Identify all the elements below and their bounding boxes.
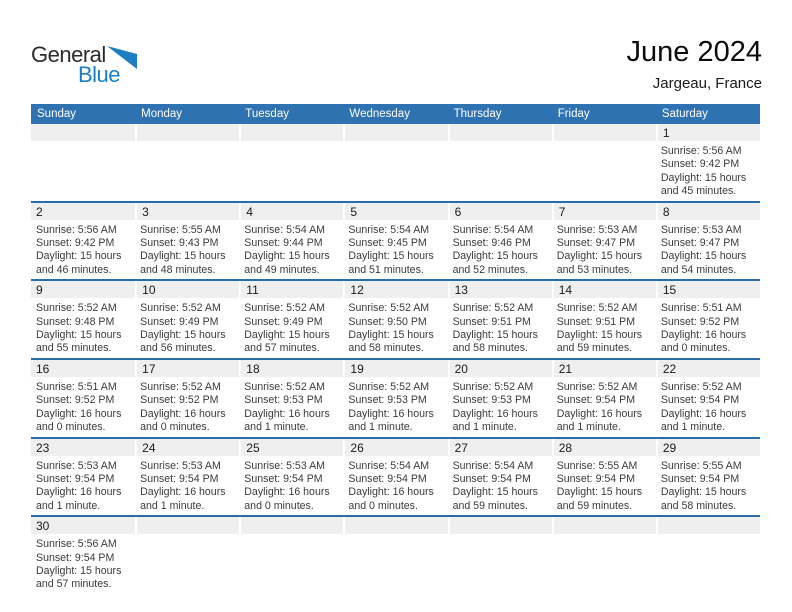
day-number: 3: [135, 203, 239, 220]
day-detail-line: Sunrise: 5:52 AM: [140, 380, 221, 393]
day-cell-empty: [552, 517, 656, 594]
day-number: 12: [343, 281, 447, 298]
day-details: [656, 377, 760, 437]
day-number: 8: [656, 203, 760, 220]
day-cell-empty: [448, 124, 552, 201]
day-number: 9: [31, 281, 135, 298]
week-row: [31, 124, 760, 203]
day-detail-line: and 1 minute.: [348, 421, 413, 434]
day-number: [656, 517, 760, 534]
day-detail-line: Sunset: 9:52 PM: [36, 394, 115, 407]
day-detail-line: Sunset: 9:54 PM: [140, 472, 219, 485]
day-number: [448, 517, 552, 534]
day-detail-line: and 0 minutes.: [348, 499, 418, 512]
month-title: June 2024: [626, 36, 762, 68]
day-number: 16: [31, 360, 135, 377]
day-detail-line: Daylight: 15 hours: [36, 329, 122, 342]
weekday-header-tuesday: Tuesday: [245, 108, 289, 120]
day-detail-line: Sunset: 9:43 PM: [140, 237, 219, 250]
day-details: [135, 456, 239, 516]
day-number: 11: [239, 281, 343, 298]
day-detail-line: Daylight: 16 hours: [348, 407, 434, 420]
day-cell-27: [448, 439, 552, 516]
day-details: [31, 298, 135, 358]
day-detail-line: Daylight: 16 hours: [140, 407, 226, 420]
day-detail-line: Sunset: 9:50 PM: [348, 315, 427, 328]
day-detail-line: Sunset: 9:45 PM: [348, 237, 427, 250]
calendar-weeks: [31, 124, 760, 594]
day-details: [552, 298, 656, 358]
day-detail-line: Sunrise: 5:55 AM: [140, 223, 221, 236]
day-detail-line: and 48 minutes.: [140, 263, 216, 276]
day-detail-line: Daylight: 15 hours: [348, 250, 434, 263]
day-detail-line: Daylight: 15 hours: [36, 250, 122, 263]
day-detail-line: Sunset: 9:54 PM: [244, 472, 323, 485]
day-detail-line: Sunrise: 5:53 AM: [244, 459, 325, 472]
day-detail-line: Sunrise: 5:52 AM: [452, 380, 534, 393]
day-cell-1: [656, 124, 760, 201]
day-detail-line: and 51 minutes.: [348, 263, 424, 276]
day-detail-line: and 1 minute.: [556, 421, 621, 434]
day-cell-2: [31, 203, 135, 280]
day-cell-empty: [552, 124, 656, 201]
day-detail-line: Sunset: 9:46 PM: [452, 237, 531, 250]
day-number: [239, 124, 343, 141]
day-detail-line: and 54 minutes.: [660, 263, 737, 276]
logo-text-general: General: [31, 42, 106, 67]
day-details: [656, 141, 760, 201]
day-detail-line: Sunset: 9:54 PM: [36, 551, 115, 564]
day-cell-empty: [448, 517, 552, 594]
day-details: [343, 298, 447, 358]
day-detail-line: Daylight: 15 hours: [660, 171, 747, 184]
day-number: 28: [552, 439, 656, 456]
day-detail-line: and 53 minutes.: [556, 263, 633, 276]
day-detail-line: and 59 minutes.: [452, 499, 528, 512]
week-row: [31, 281, 760, 360]
day-details: [656, 220, 760, 280]
day-details: [31, 534, 135, 594]
day-cell-29: [656, 439, 760, 516]
day-detail-line: Sunset: 9:54 PM: [36, 472, 115, 485]
day-detail-line: Sunrise: 5:51 AM: [660, 302, 742, 315]
day-detail-line: and 59 minutes.: [556, 499, 633, 512]
day-detail-line: Sunset: 9:54 PM: [660, 472, 740, 485]
day-number: [343, 124, 447, 141]
day-detail-line: Sunset: 9:53 PM: [244, 394, 323, 407]
day-cell-12: [343, 281, 447, 358]
day-cell-25: [239, 439, 343, 516]
day-number: [552, 517, 656, 534]
day-detail-line: Daylight: 16 hours: [660, 329, 747, 342]
weekday-header-row: [31, 104, 760, 124]
day-cell-10: [135, 281, 239, 358]
day-number: [239, 517, 343, 534]
weekday-header-sunday: Sunday: [37, 108, 77, 120]
day-detail-line: Daylight: 15 hours: [244, 329, 330, 342]
day-cell-21: [552, 360, 656, 437]
day-number: 5: [343, 203, 447, 220]
day-details: [135, 298, 239, 358]
day-detail-line: and 59 minutes.: [556, 342, 633, 355]
day-number: 10: [135, 281, 239, 298]
day-detail-line: Sunset: 9:53 PM: [348, 394, 427, 407]
calendar-table: [31, 104, 760, 594]
day-detail-line: Sunrise: 5:53 AM: [140, 459, 221, 472]
day-detail-line: Sunrise: 5:52 AM: [348, 302, 430, 315]
day-detail-line: and 57 minutes.: [244, 342, 320, 355]
day-number: 15: [656, 281, 760, 298]
day-detail-line: Sunrise: 5:52 AM: [556, 380, 638, 393]
day-detail-line: Sunset: 9:49 PM: [244, 315, 323, 328]
day-cell-empty: [656, 517, 760, 594]
weekday-header-friday: Friday: [557, 108, 590, 120]
day-detail-line: Sunrise: 5:56 AM: [660, 145, 742, 157]
day-detail-line: and 0 minutes.: [140, 421, 210, 434]
day-detail-line: and 45 minutes.: [660, 185, 737, 198]
day-number: [135, 517, 239, 534]
day-detail-line: Sunset: 9:54 PM: [556, 472, 636, 485]
day-number: 2: [31, 203, 135, 220]
day-detail-line: Daylight: 15 hours: [556, 486, 643, 499]
day-details: [448, 298, 552, 358]
day-detail-line: Daylight: 15 hours: [140, 329, 226, 342]
day-number: 1: [656, 124, 760, 141]
day-detail-line: Daylight: 16 hours: [36, 486, 122, 499]
day-detail-line: Daylight: 16 hours: [244, 486, 330, 499]
day-cell-19: [343, 360, 447, 437]
day-cell-empty: [135, 124, 239, 201]
day-details: [239, 377, 343, 437]
day-detail-line: and 0 minutes.: [660, 342, 731, 355]
day-cell-26: [343, 439, 447, 516]
day-number: 6: [448, 203, 552, 220]
day-detail-line: Daylight: 15 hours: [452, 486, 538, 499]
day-detail-line: and 1 minute.: [36, 499, 101, 512]
day-detail-line: Sunrise: 5:52 AM: [140, 302, 221, 315]
day-detail-line: Sunrise: 5:53 AM: [36, 459, 117, 472]
week-row: [31, 360, 760, 439]
day-number: [448, 124, 552, 141]
day-detail-line: and 0 minutes.: [244, 499, 314, 512]
day-detail-line: and 52 minutes.: [452, 263, 528, 276]
day-cell-14: [552, 281, 656, 358]
day-number: 22: [656, 360, 760, 377]
day-details: [31, 377, 135, 437]
day-detail-line: Daylight: 15 hours: [244, 250, 330, 263]
day-detail-line: Sunset: 9:53 PM: [452, 394, 531, 407]
day-cell-17: [135, 360, 239, 437]
day-cell-5: [343, 203, 447, 280]
day-detail-line: and 58 minutes.: [660, 499, 737, 512]
day-detail-line: Sunset: 9:44 PM: [244, 237, 323, 250]
day-detail-line: Sunrise: 5:51 AM: [36, 380, 117, 393]
day-cell-30: [31, 517, 135, 594]
day-detail-line: and 58 minutes.: [348, 342, 424, 355]
day-detail-line: Sunrise: 5:52 AM: [348, 380, 430, 393]
day-detail-line: Sunrise: 5:56 AM: [36, 538, 117, 551]
day-number: [31, 124, 135, 141]
day-details: [343, 220, 447, 280]
day-number: 4: [239, 203, 343, 220]
day-cell-18: [239, 360, 343, 437]
day-details: [656, 456, 760, 516]
week-row: [31, 439, 760, 518]
day-number: 21: [552, 360, 656, 377]
day-detail-line: Sunset: 9:51 PM: [556, 315, 636, 328]
weekday-header-saturday: Saturday: [661, 108, 708, 120]
day-cell-28: [552, 439, 656, 516]
weekday-header-wednesday: Wednesday: [349, 108, 410, 120]
day-detail-line: Sunrise: 5:52 AM: [452, 302, 534, 315]
day-details: [343, 456, 447, 516]
day-detail-line: Sunrise: 5:55 AM: [660, 459, 742, 472]
day-cell-4: [239, 203, 343, 280]
day-detail-line: Sunrise: 5:52 AM: [244, 302, 325, 315]
day-detail-line: Daylight: 15 hours: [660, 250, 747, 263]
day-number: 29: [656, 439, 760, 456]
day-detail-line: Daylight: 16 hours: [348, 486, 434, 499]
day-detail-line: Sunrise: 5:54 AM: [452, 223, 534, 236]
day-cell-11: [239, 281, 343, 358]
day-detail-line: Sunset: 9:42 PM: [660, 158, 740, 171]
day-detail-line: Daylight: 16 hours: [452, 407, 538, 420]
day-detail-line: Sunrise: 5:52 AM: [244, 380, 325, 393]
day-number: 7: [552, 203, 656, 220]
day-detail-line: Sunrise: 5:52 AM: [556, 302, 638, 315]
day-number: 27: [448, 439, 552, 456]
day-number: 14: [552, 281, 656, 298]
day-detail-line: Daylight: 16 hours: [244, 407, 330, 420]
day-cell-23: [31, 439, 135, 516]
day-detail-line: Sunset: 9:54 PM: [556, 394, 636, 407]
day-detail-line: Daylight: 16 hours: [556, 407, 643, 420]
day-number: 18: [239, 360, 343, 377]
day-number: 19: [343, 360, 447, 377]
day-detail-line: Daylight: 15 hours: [348, 329, 434, 342]
day-detail-line: Daylight: 16 hours: [660, 407, 747, 420]
weekday-header-monday: Monday: [141, 108, 183, 120]
day-detail-line: and 1 minute.: [140, 499, 205, 512]
day-cell-20: [448, 360, 552, 437]
day-cell-empty: [343, 124, 447, 201]
day-detail-line: Sunset: 9:51 PM: [452, 315, 531, 328]
day-detail-line: Daylight: 15 hours: [452, 250, 538, 263]
day-detail-line: Sunrise: 5:54 AM: [244, 223, 325, 236]
day-number: 25: [239, 439, 343, 456]
day-detail-line: Daylight: 15 hours: [556, 250, 643, 263]
day-detail-line: and 55 minutes.: [36, 342, 112, 355]
day-detail-line: Sunset: 9:42 PM: [36, 237, 115, 250]
day-detail-line: Sunset: 9:47 PM: [660, 237, 740, 250]
day-detail-line: Sunset: 9:47 PM: [556, 237, 636, 250]
day-details: [239, 456, 343, 516]
day-cell-6: [448, 203, 552, 280]
day-details: [552, 456, 656, 516]
day-detail-line: Sunrise: 5:54 AM: [348, 459, 430, 472]
day-number: 24: [135, 439, 239, 456]
day-detail-line: Sunrise: 5:53 AM: [660, 223, 742, 236]
day-number: 23: [31, 439, 135, 456]
day-number: 17: [135, 360, 239, 377]
day-detail-line: and 58 minutes.: [452, 342, 528, 355]
day-details: [656, 298, 760, 358]
day-cell-empty: [31, 124, 135, 201]
day-detail-line: Sunset: 9:54 PM: [348, 472, 427, 485]
day-detail-line: Sunrise: 5:54 AM: [452, 459, 534, 472]
title-block: [627, 36, 762, 92]
day-details: [448, 220, 552, 280]
general-blue-logo: [31, 44, 137, 86]
day-cell-24: [135, 439, 239, 516]
day-detail-line: Sunset: 9:48 PM: [36, 315, 115, 328]
day-cell-16: [31, 360, 135, 437]
day-cell-3: [135, 203, 239, 280]
day-details: [552, 377, 656, 437]
day-detail-line: Daylight: 15 hours: [452, 329, 538, 342]
day-details: [239, 220, 343, 280]
day-detail-line: Daylight: 15 hours: [140, 250, 226, 263]
day-detail-line: Sunrise: 5:54 AM: [348, 223, 430, 236]
day-cell-7: [552, 203, 656, 280]
day-detail-line: Sunset: 9:54 PM: [452, 472, 531, 485]
day-detail-line: Sunset: 9:54 PM: [660, 394, 740, 407]
day-detail-line: Sunrise: 5:55 AM: [556, 459, 638, 472]
day-details: [343, 377, 447, 437]
week-row: [31, 517, 760, 594]
day-number: [343, 517, 447, 534]
day-details: [31, 220, 135, 280]
day-detail-line: Sunrise: 5:56 AM: [36, 223, 117, 236]
day-number: 26: [343, 439, 447, 456]
page-header: [31, 36, 762, 100]
day-detail-line: and 56 minutes.: [140, 342, 216, 355]
day-detail-line: Daylight: 15 hours: [660, 486, 747, 499]
day-detail-line: Daylight: 15 hours: [36, 564, 122, 577]
day-details: [31, 456, 135, 516]
week-row: [31, 203, 760, 282]
day-detail-line: Sunset: 9:52 PM: [140, 394, 219, 407]
day-details: [239, 298, 343, 358]
day-detail-line: and 1 minute.: [452, 421, 517, 434]
day-number: 20: [448, 360, 552, 377]
day-details: [448, 456, 552, 516]
location-subtitle: Jargeau, France: [652, 75, 762, 92]
day-cell-9: [31, 281, 135, 358]
day-number: [552, 124, 656, 141]
day-detail-line: and 0 minutes.: [36, 421, 106, 434]
day-detail-line: and 57 minutes.: [36, 578, 112, 591]
day-cell-15: [656, 281, 760, 358]
weekday-header-thursday: Thursday: [453, 108, 502, 120]
day-cell-empty: [343, 517, 447, 594]
day-number: [135, 124, 239, 141]
day-detail-line: and 1 minute.: [244, 421, 309, 434]
day-details: [135, 220, 239, 280]
day-details: [552, 220, 656, 280]
day-cell-8: [656, 203, 760, 280]
day-cell-22: [656, 360, 760, 437]
day-detail-line: and 49 minutes.: [244, 263, 320, 276]
day-detail-line: Sunrise: 5:52 AM: [660, 380, 742, 393]
day-number: 30: [31, 517, 135, 534]
day-detail-line: Sunset: 9:52 PM: [660, 315, 740, 328]
day-cell-empty: [239, 517, 343, 594]
day-detail-line: and 1 minute.: [660, 421, 726, 434]
day-cell-empty: [239, 124, 343, 201]
day-details: [135, 377, 239, 437]
day-detail-line: Daylight: 16 hours: [36, 407, 122, 420]
day-cell-empty: [135, 517, 239, 594]
day-detail-line: Sunset: 9:49 PM: [140, 315, 219, 328]
day-detail-line: Sunrise: 5:52 AM: [36, 302, 117, 315]
day-detail-line: and 46 minutes.: [36, 263, 112, 276]
day-cell-13: [448, 281, 552, 358]
day-details: [448, 377, 552, 437]
day-detail-line: Sunrise: 5:53 AM: [556, 223, 638, 236]
day-detail-line: Daylight: 16 hours: [140, 486, 226, 499]
day-number: 13: [448, 281, 552, 298]
day-detail-line: Daylight: 15 hours: [556, 329, 643, 342]
logo-text-blue: Blue: [78, 62, 121, 87]
